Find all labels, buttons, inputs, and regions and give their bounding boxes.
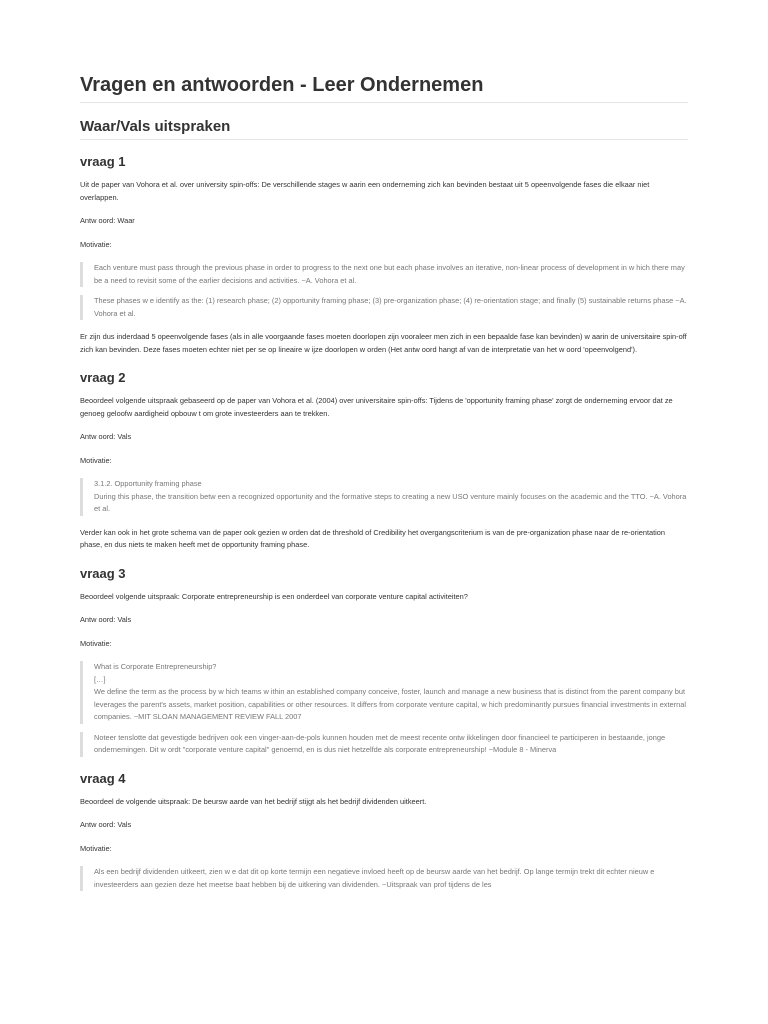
- motivation-label: Motivatie:: [80, 638, 112, 648]
- motivation-label: Motivatie:: [80, 455, 112, 465]
- answer-text: Antw oord: Waar: [80, 216, 135, 225]
- question-statement: Beoordeel volgende uitspraak gebaseerd op de paper van Vohora et al. (2004) over universitaire spin-offs: Tijdens de 'opportunity framing phase' zorgt de onderneming ervoor dat ze genoeg geloofw aardigheid opbouw t om grote investeerders aan te trekken.: [80, 396, 673, 418]
- question-heading: vraag 1: [80, 154, 126, 169]
- quote-text: [94, 661, 688, 724]
- conclusion-text: Verder kan ook in het grote schema van de paper ook gezien w orden dat de threshold of Credibility het overgangscriterium is van de pre-organization phase naar de re-orientation phase, en dus niets te maken heeft met de opportunity framing phase.: [80, 527, 666, 549]
- quote-block: [80, 478, 688, 516]
- question-4: [80, 771, 688, 892]
- answer-text: Antw oord: Vals: [80, 615, 132, 624]
- quote-text: These phases w e identify as the: (1) research phase; (2) opportunity framing phase; (3) pre-organization phase; (4) re-orientation stage; and finally (5) sustainable returns phase ~A. Vohora et al.: [94, 296, 687, 318]
- question-statement: Beoordeel de volgende uitspraak: De beursw aarde van het bedrijf stijgt als het bedrijf dividenden uitkeert.: [80, 796, 427, 806]
- question-heading: vraag 4: [80, 770, 126, 786]
- question-3: [80, 566, 688, 757]
- question-statement: Beoordeel volgende uitspraak: Corporate entrepreneurship is een onderdeel van corporate venture capital activiteiten?: [80, 591, 468, 601]
- quote-line: During this phase, the transition betw een a recognized opportunity and the formative steps to creating a new USO venture mainly focuses on the academic and the TTO. ~A. Vohora et al.: [94, 491, 687, 513]
- page-title: Vragen en antwoorden - Leer Ondernemen: [80, 0, 688, 103]
- quote-block: [80, 732, 688, 757]
- conclusion-text: Er zijn dus inderdaad 5 opeenvolgende fases (als in alle voorgaande fases moeten doorlopen zijn vooraleer men zich in een bepaalde fase kan bevinden) w aarin de universitaire spin-off zich kan bevinden. Deze fases moeten echter niet per se op lineaire w ijze doorlopen w orden (Het antw oord hangt af van de interpretatie van het w oord 'opeenvolgend').: [80, 332, 687, 354]
- answer-text: Antw oord: Vals: [80, 432, 132, 441]
- quote-text: Each venture must pass through the previous phase in order to progress to the next one but each phase involves an iterative, non-linear process of development in w hich there may be a need to revisit some of the earlier decisions and activities. ~A. Vohora et al.: [94, 263, 685, 285]
- quote-line: What is Corporate Entrepreneurship?: [94, 662, 217, 671]
- question-2: [80, 370, 688, 552]
- question-1: [80, 154, 688, 356]
- quote-line: We define the term as the process by w hich teams w ithin an established company conceive, foster, launch and manage a new business that is distinct from the parent company but leverages the parent's assets, market position, capabilities or other resources. It differs from corporate venture capital, w hich predominantly pursues financial investments in external companies. ~MIT SLOAN MANAGEMENT REVIEW FALL 2007: [94, 687, 686, 721]
- question-heading: vraag 2: [80, 370, 126, 385]
- section-title: Waar/Vals uitspraken: [80, 118, 688, 140]
- quote-text: [94, 478, 688, 516]
- quote-block: [80, 262, 688, 287]
- motivation-label: Motivatie:: [80, 843, 112, 853]
- motivation-label: Motivatie:: [80, 239, 112, 249]
- quote-text: Noteer tenslotte dat gevestigde bedrijven ook een vinger-aan-de-pols kunnen houden met de meest recente ontw ikkelingen door financieel te participeren in bestaande, jonge ondernemingen. Dit w ordt "corporate venture capital" genoemd, en is dus niet hetzelfde als corporate entrepreneurship! ~Module 8 - Minerva: [94, 732, 666, 754]
- quote-line: 3.1.2. Opportunity framing phase: [94, 479, 202, 488]
- quote-block: [80, 295, 688, 320]
- question-heading: vraag 3: [80, 565, 126, 581]
- answer-text: Antw oord: Vals: [80, 820, 132, 829]
- quote-text: Als een bedrijf dividenden uitkeert, zien w e dat dit op korte termijn een negatieve invloed heeft op de beursw aarde van het bedrijf. Op lange termijn trekt dit echter nieuw e investeerders aan gezien deze het meetse baat hebben bij de uitkering van dividenden. ~Uitspraak van prof tijdens de les: [94, 867, 655, 889]
- question-statement: Uit de paper van Vohora et al. over university spin-offs: De verschillende stages w aarin een onderneming zich kan bevinden bestaat uit 5 opeenvolgende fases die elkaar niet overlappen.: [80, 180, 650, 202]
- quote-line: […]: [94, 674, 106, 684]
- quote-block: [80, 661, 688, 724]
- quote-block: [80, 866, 688, 891]
